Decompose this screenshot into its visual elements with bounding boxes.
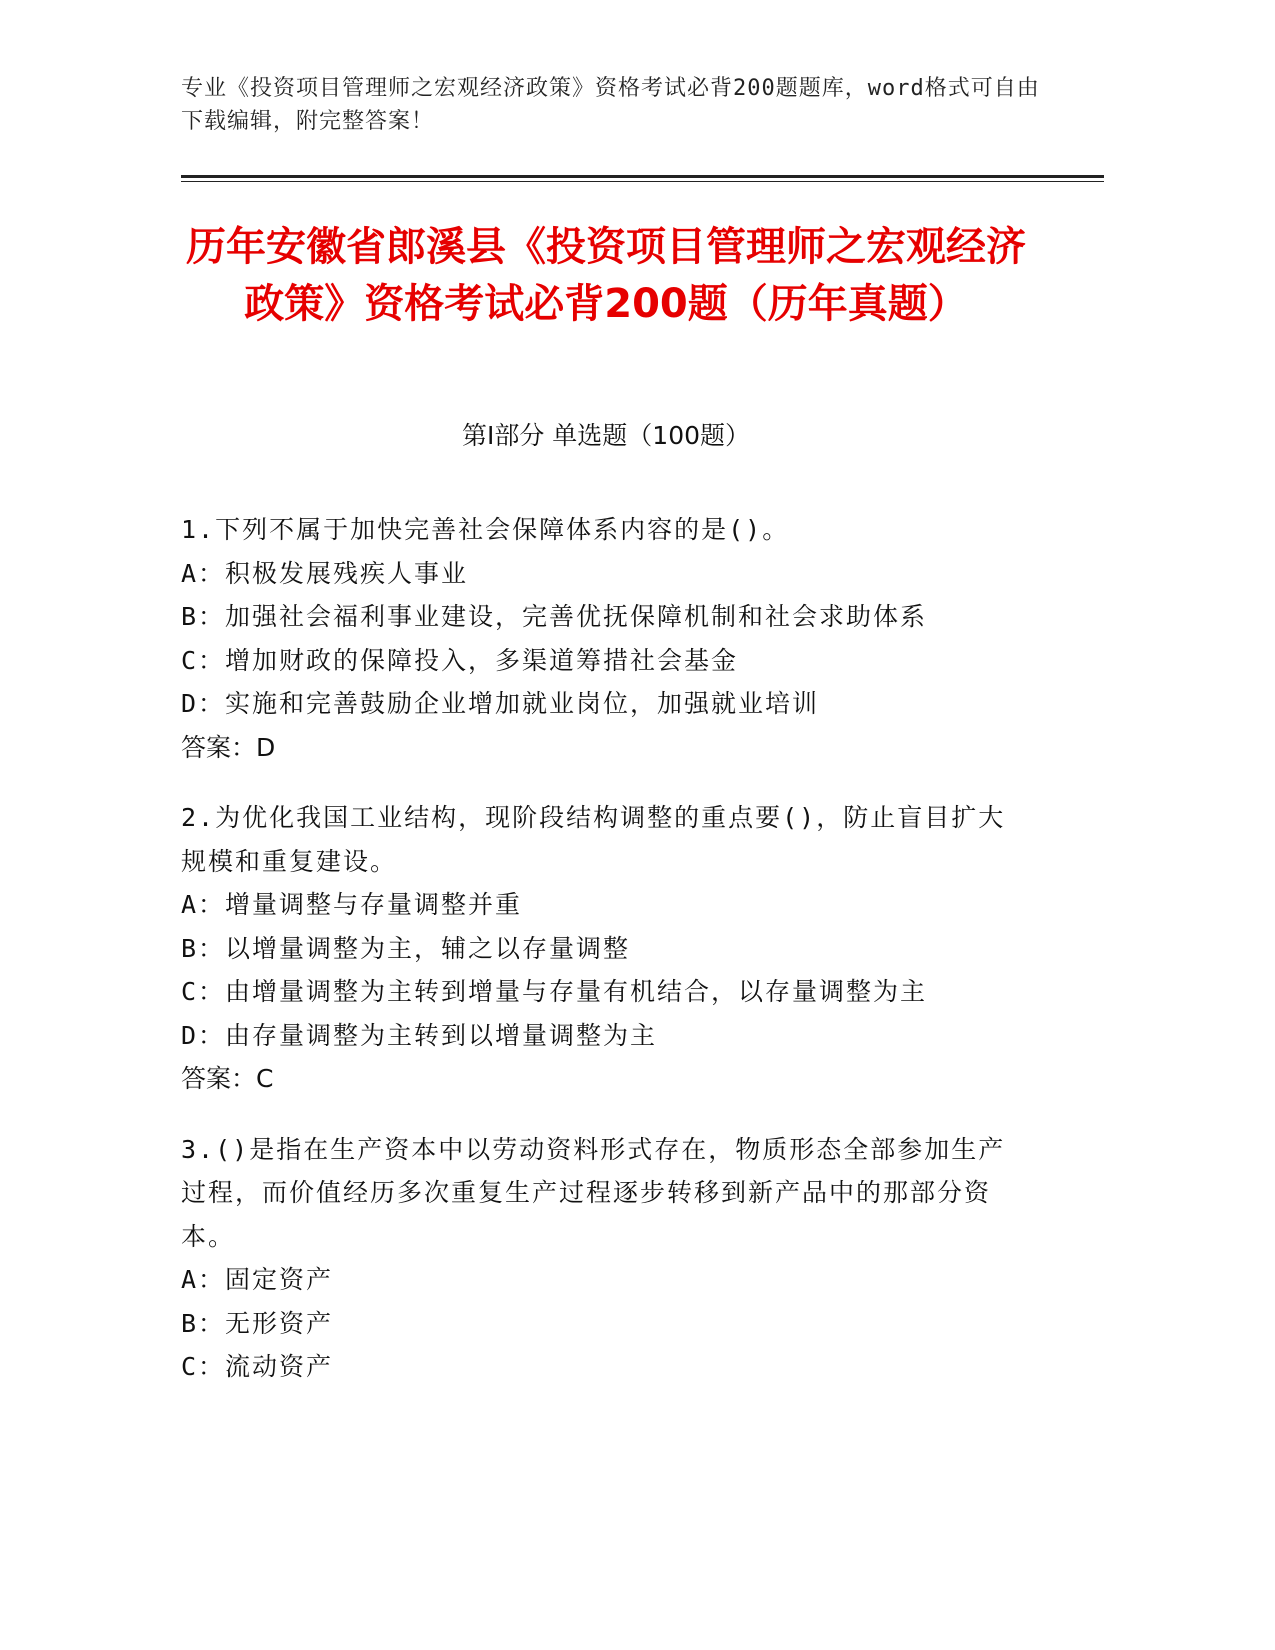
option-a: A：增量调整与存量调整并重 <box>181 890 523 919</box>
option-d: D：由存量调整为主转到以增量调整为主 <box>181 1020 658 1050</box>
option-a: A：积极发展残疾人事业 <box>181 558 469 588</box>
header-rule-thick <box>181 175 1104 178</box>
option-a: A：固定资产 <box>181 1265 334 1294</box>
question-stem: 3.()是指在生产资本中以劳动资料形式存在，物质形态全部参加生产过程，而价值经历多次重复生产过程逐步转移到新产品中的那部分资本。 <box>181 1134 1006 1251</box>
question-1 <box>181 508 1021 769</box>
option-c: C：流动资产 <box>181 1352 334 1381</box>
option-b: B：加强社会福利事业建设，完善优抚保障机制和社会求助体系 <box>181 602 928 631</box>
question-list <box>181 508 1021 1416</box>
answer: 答案：D <box>181 732 276 762</box>
option-d: D：实施和完善鼓励企业增加就业岗位，加强就业培训 <box>181 689 820 718</box>
header-rule-thin <box>181 181 1104 182</box>
answer: 答案：C <box>181 1064 274 1093</box>
question-stem: 1.下列不属于加快完善社会保障体系内容的是()。 <box>181 515 790 544</box>
option-b: B：以增量调整为主，辅之以存量调整 <box>181 933 631 963</box>
question-stem: 2.为优化我国工业结构，现阶段结构调整的重点要()，防止盲目扩大规模和重复建设。 <box>181 803 1006 876</box>
question-3 <box>181 1128 1021 1389</box>
option-c: C：由增量调整为主转到增量与存量有机结合，以存量调整为主 <box>181 977 928 1006</box>
option-c: C：增加财政的保障投入，多渠道筹措社会基金 <box>181 645 739 675</box>
question-2 <box>181 796 1021 1101</box>
header-note: 专业《投资项目管理师之宏观经济政策》资格考试必背200题题库，word格式可自由下载编辑，附完整答案！ <box>181 76 1040 134</box>
option-b: B：无形资产 <box>181 1308 334 1338</box>
section-title: 第I部分 单选题（100题） <box>461 421 751 450</box>
document-title: 历年安徽省郎溪县《投资项目管理师之宏观经济政策》资格考试必背200题（历年真题） <box>186 224 1026 327</box>
